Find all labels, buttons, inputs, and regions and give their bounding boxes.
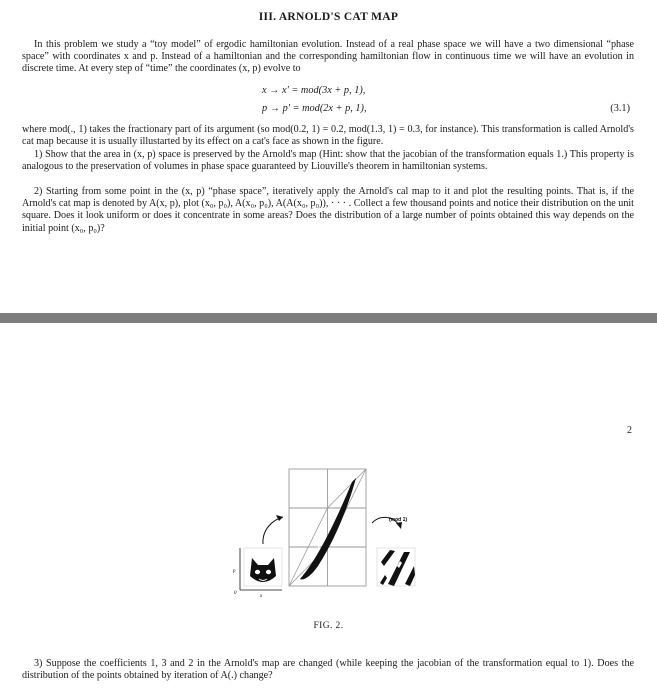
arrow-head-icon bbox=[276, 515, 283, 521]
question-3-paragraph: 3) Suppose the coefficients 1, 3 and 2 in the Arnold's map are changed (while keeping the jacobian of the transformation equal to 1). Does the distribution of the points obtained by iteration of A(.) change? bbox=[22, 658, 634, 682]
stretched-cat-shape bbox=[300, 478, 356, 579]
intro-paragraph: In this problem we study a “toy model” of ergodic hamiltonian evolution. Instead of a real phase space we will have a two dimensional “phase space” with coordinates x and p. Instead of a hamiltonian and the corresponding hamiltonian flow in continuous time we will have an evolution in discrete time. At every step of “time” the coordinates (x, p) evolve to bbox=[22, 39, 634, 75]
equation-line-2: p → p′ = mod(2x + p, 1), bbox=[262, 103, 367, 114]
mod-arrow-head-icon bbox=[396, 522, 402, 529]
figure-caption: FIG. 2. bbox=[313, 621, 344, 631]
question-2-paragraph: 2) Starting from some point in the (x, p) “phase space”, iteratively apply the Arnold's cal map to it and plot the resulting points. That is, if the Arnold's cat map is denoted by A(x, p), plot (x₀, p₀), A(x₀, p₀), A(A(x₀, p₀)), · · · . Collect a few thousand points and notice their distribution on the unit square. Does it look uniform or does it concentrate in some areas? Does the distribution of a large number of points obtained this way depends on the initial point (x₀, p₀)? bbox=[22, 186, 634, 234]
sheared-cat-grid bbox=[289, 469, 366, 586]
equation-line-1: x → x′ = mod(3x + p, 1), bbox=[262, 85, 366, 96]
axis-p-label: p bbox=[233, 569, 236, 574]
page-number: 2 bbox=[627, 425, 632, 436]
question-1-paragraph: 1) Show that the area in (x, p) space is preserved by the Arnold's map (Hint: show that the jacobian of the transformation equals 1.) This property is analogous to the preservation of volumes in phase space guaranteed by Liouville's theorem in hamiltonian systems. bbox=[22, 149, 634, 173]
folded-cat-square bbox=[377, 548, 415, 586]
map-arrow-left bbox=[263, 517, 283, 544]
axis-x-label: x bbox=[260, 594, 263, 599]
original-cat-square bbox=[232, 548, 282, 599]
after-equation-paragraph: where mod(., 1) takes the fractionary part of its argument (so mod(0.2, 1) = 0.2, mod(1.3, 1) = 0.3, for instance). This transformation is called Arnold's cat map because it is usually illustarted by its effect on a cat's face as shown in the figure. bbox=[22, 124, 634, 148]
section-title: III. ARNOLD'S CAT MAP bbox=[258, 11, 399, 23]
equation-number: (3.1) bbox=[610, 103, 630, 114]
axis-origin-label: 0 bbox=[234, 591, 237, 596]
cat-face-icon bbox=[250, 558, 276, 582]
mod-label: (mod 1) bbox=[389, 517, 408, 523]
